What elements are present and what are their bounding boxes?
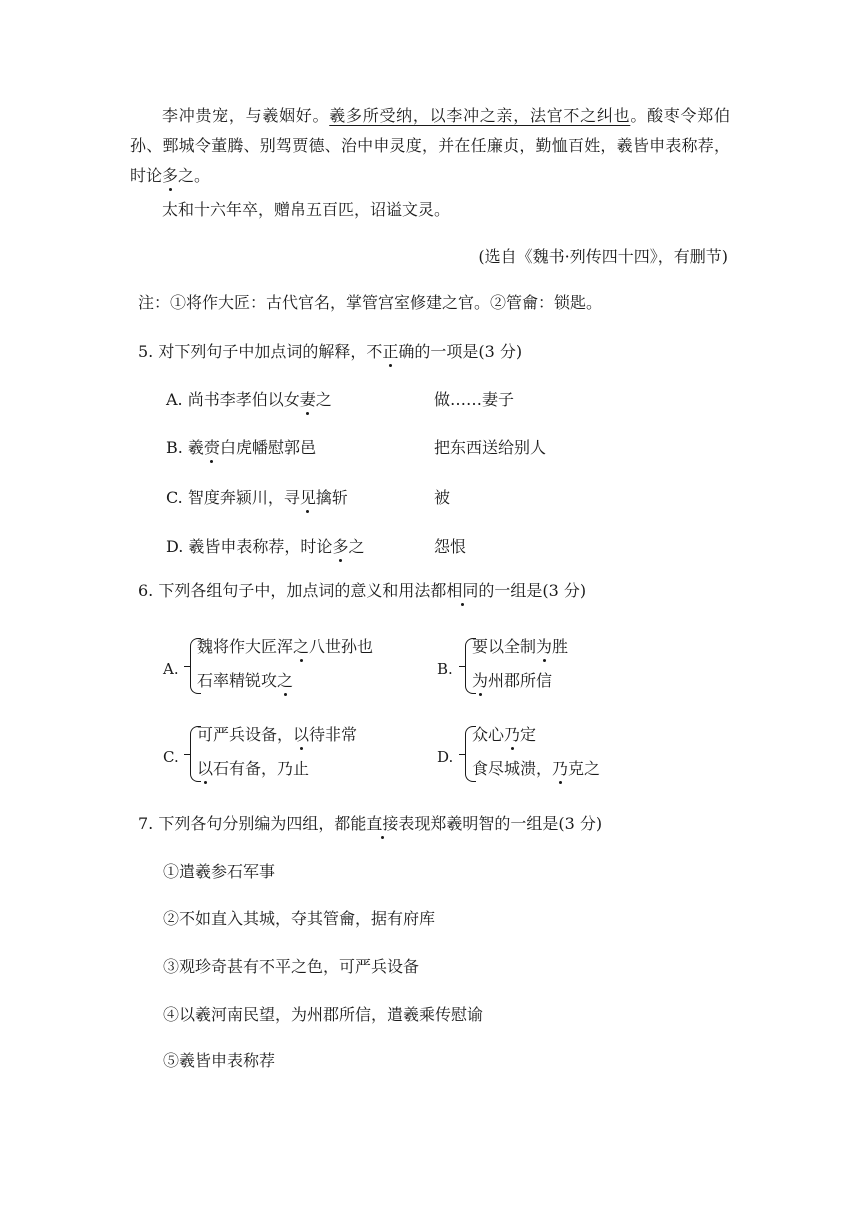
question-6-option-d-line2: 食尽城溃，乃克之 [472, 759, 601, 778]
underlined-sentence: 羲多所受纳，以李冲之亲，法官不之纠也 [329, 106, 631, 125]
question-6-option-a-label: A. [163, 660, 179, 678]
question-7-item-5: ⑤羲皆申表称荐 [163, 1051, 276, 1070]
dotted-word: 为 [472, 671, 489, 690]
dotted-word: 以 [197, 759, 214, 778]
question-6-option-a-line1: 魏将作大匠浑之八世孙也 [197, 637, 374, 656]
question-6-option-c-line1: 可严兵设备，以待非常 [197, 725, 358, 744]
dotted-word: 乃 [552, 759, 569, 778]
question-5-gloss-b: 把东西送给别人 [434, 438, 547, 457]
question-7-item-3: ③观珍奇甚有不平之色，可严兵设备 [163, 957, 420, 976]
passage-text: 。酸枣令郑伯孙、鄄城令董腾、别驾贾德、治中申灵度，并在任廉贞，勤恤百姓，羲皆申表称荐，时论 [130, 106, 730, 185]
dotted-word: 见 [299, 488, 316, 507]
dotted-word: 多 [162, 166, 179, 185]
question-5-gloss-a: 做……妻子 [434, 390, 515, 409]
passage-paragraph-2: 太和十六年卒，赠帛五百匹，诏谥文灵。 [162, 200, 451, 219]
passage-text: 之。 [178, 166, 211, 185]
question-5-option-b: B. 羲赍白虎幡慰郭邑 [166, 438, 316, 457]
question-7-item-1: ①遣羲参石军事 [163, 862, 276, 881]
source-citation: (选自《魏书·列传四十四》，有删节) [478, 247, 728, 266]
question-6-option-d-label: D. [437, 748, 454, 766]
question-6-option-a-line2: 石率精锐攻之 [197, 671, 294, 690]
footnote: 注：①将作大匠：古代官名，掌管宫室修建之官。②管龠：锁匙。 [138, 293, 603, 312]
dotted-word: 直接 [366, 814, 399, 833]
dotted-word: 以 [293, 725, 310, 744]
question-6-option-c-line2: 以石有备，乃止 [197, 759, 310, 778]
question-5-gloss-c: 被 [434, 488, 451, 507]
question-5-gloss-d: 怨恨 [434, 537, 467, 556]
dotted-word: 乃 [504, 725, 521, 744]
dotted-word: 为 [536, 637, 553, 656]
passage-paragraph-1 [130, 101, 730, 191]
dotted-word: 妻 [299, 390, 316, 409]
passage-text: 李冲贵宠，与羲姻好。 [162, 106, 330, 125]
question-6-option-d-line1: 众心乃定 [472, 725, 537, 744]
question-5-option-c: C. 智度奔颍川，寻见擒斩 [166, 488, 348, 507]
question-6-option-b-line1: 要以全制为胜 [472, 637, 569, 656]
question-6-option-b-label: B. [437, 660, 453, 678]
question-6-stem: 6. 下列各组句子中，加点词的意义和用法都相同的一组是(3 分) [138, 581, 587, 600]
question-5-option-d: D. 羲皆申表称荐，时论多之 [166, 537, 365, 556]
question-6-option-c-label: C. [163, 748, 179, 766]
dotted-word: 之 [293, 637, 310, 656]
dotted-word: 相同 [446, 581, 479, 600]
question-5-stem: 5. 对下列句子中加点词的解释，不正确的一项是(3 分) [138, 342, 523, 361]
question-5-option-a: A. 尚书李孝伯以女妻之 [166, 390, 332, 409]
question-7-stem: 7. 下列各句分别编为四组，都能直接表现郑羲明智的一组是(3 分) [138, 814, 603, 833]
dotted-word: 多 [332, 537, 349, 556]
dotted-word: 不正确 [366, 342, 415, 361]
dotted-word: 之 [277, 671, 294, 690]
question-6-option-b-line2: 为州郡所信 [472, 671, 553, 690]
dotted-word: 赍 [203, 438, 220, 457]
question-7-item-2: ②不如直入其城，夺其管龠，据有府库 [163, 909, 436, 928]
question-7-item-4: ④以羲河南民望，为州郡所信，遣羲乘传慰谕 [163, 1005, 484, 1024]
